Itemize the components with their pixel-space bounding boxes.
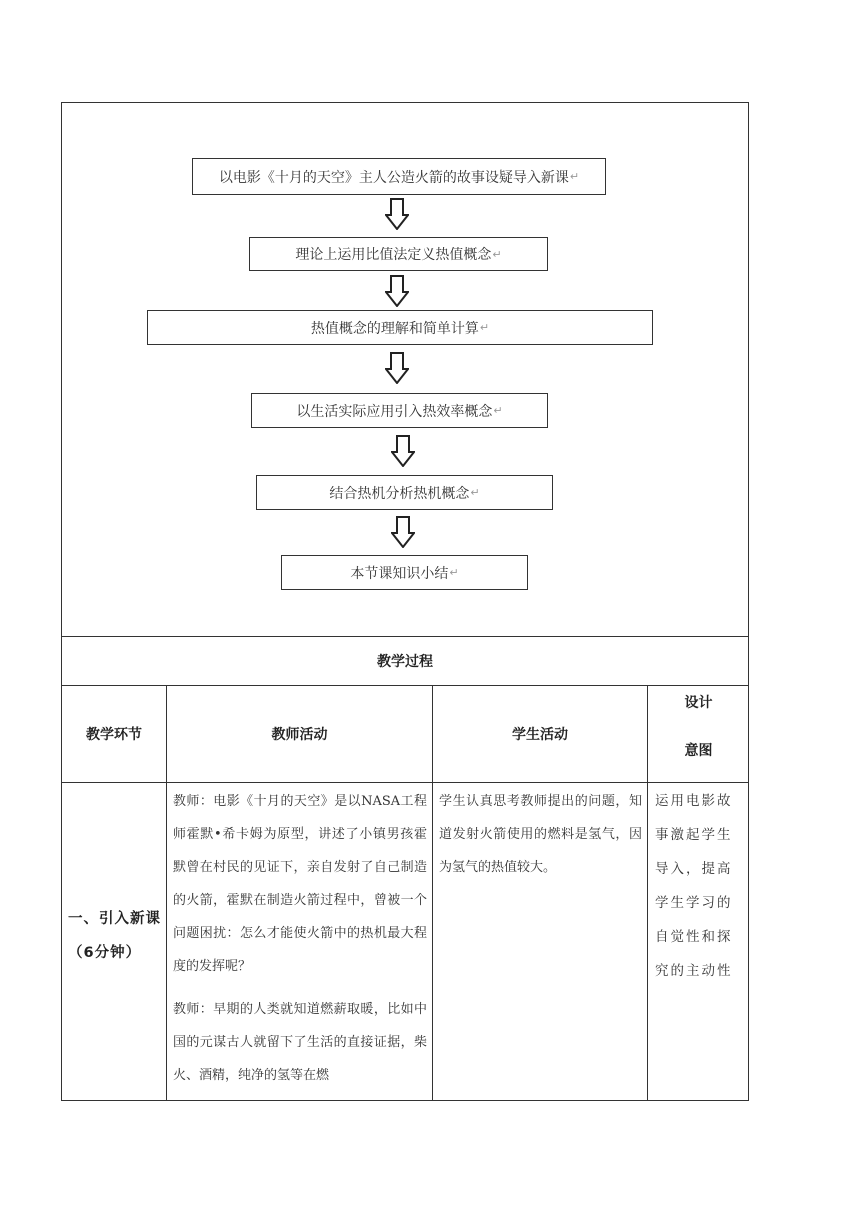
return-mark: ↵ xyxy=(492,247,502,261)
flow-step-4 xyxy=(251,393,548,428)
flow-step-5 xyxy=(256,475,553,510)
down-arrow-icon xyxy=(385,352,409,384)
section-title: 教学过程 xyxy=(377,654,433,670)
teacher-paragraph: 教师：电影《十月的天空》是以NASA工程师霍默•希卡姆为原型，讲述了小镇男孩霍默曾在村民的见证下，亲自发射了自己制造的火箭，霍默在制造火箭过程中，曾被一个问题困扰：怎么才能使火箭中的热机最大程度的发挥呢？ xyxy=(173,794,427,974)
return-mark: ↵ xyxy=(479,321,490,334)
flow-step-3-label: 热值概念的理解和简单计算 xyxy=(310,320,479,337)
return-mark: ↵ xyxy=(449,566,459,579)
flow-step-6 xyxy=(281,555,528,590)
header-teacher-activity: 教师活动 xyxy=(271,727,328,743)
flow-step-4-label: 以生活实际应用引入热效率概念 xyxy=(296,403,493,420)
design-intent-cell: 运用电影故事激起学生导入，提高学生学习的自觉性和探究的主动性 xyxy=(655,793,733,979)
flow-step-1-label: 以电影《十月的天空》主人公造火箭的故事设疑导入新课 xyxy=(218,169,569,186)
flow-step-6-label: 本节课知识小结 xyxy=(350,565,449,582)
down-arrow-icon xyxy=(391,516,415,548)
flow-step-3 xyxy=(147,310,653,345)
teacher-activity-cell xyxy=(173,785,427,1092)
flow-step-5-label: 结合热机分析热机概念 xyxy=(329,485,470,502)
flow-step-2 xyxy=(249,237,548,271)
header-design-intent-line2: 意图 xyxy=(684,743,713,759)
flow-step-1 xyxy=(192,158,606,195)
return-mark: ↵ xyxy=(470,486,480,499)
table-divider xyxy=(61,782,749,783)
flow-step-2-label: 理论上运用比值法定义热值概念 xyxy=(295,247,492,263)
header-design-intent xyxy=(648,686,749,782)
return-mark: ↵ xyxy=(569,170,580,183)
stage-cell: 一、引入新课（6分钟） xyxy=(68,911,161,961)
header-design-intent-line1: 设计 xyxy=(684,695,713,711)
return-mark: ↵ xyxy=(493,404,503,417)
header-student-activity: 学生活动 xyxy=(512,727,568,743)
teacher-paragraph: 教师：早期的人类就知道燃薪取暖，比如中国的元谋古人就留下了生活的直接证据，柴火、酒精，纯净的氢等在燃 xyxy=(173,1002,427,1083)
header-stage: 教学环节 xyxy=(86,727,142,743)
down-arrow-icon xyxy=(391,435,415,467)
down-arrow-icon xyxy=(385,275,409,307)
down-arrow-icon xyxy=(385,198,409,230)
student-activity-cell: 学生认真思考教师提出的问题，知道发射火箭使用的燃料是氢气，因为氢气的热值较大。 xyxy=(439,794,642,875)
